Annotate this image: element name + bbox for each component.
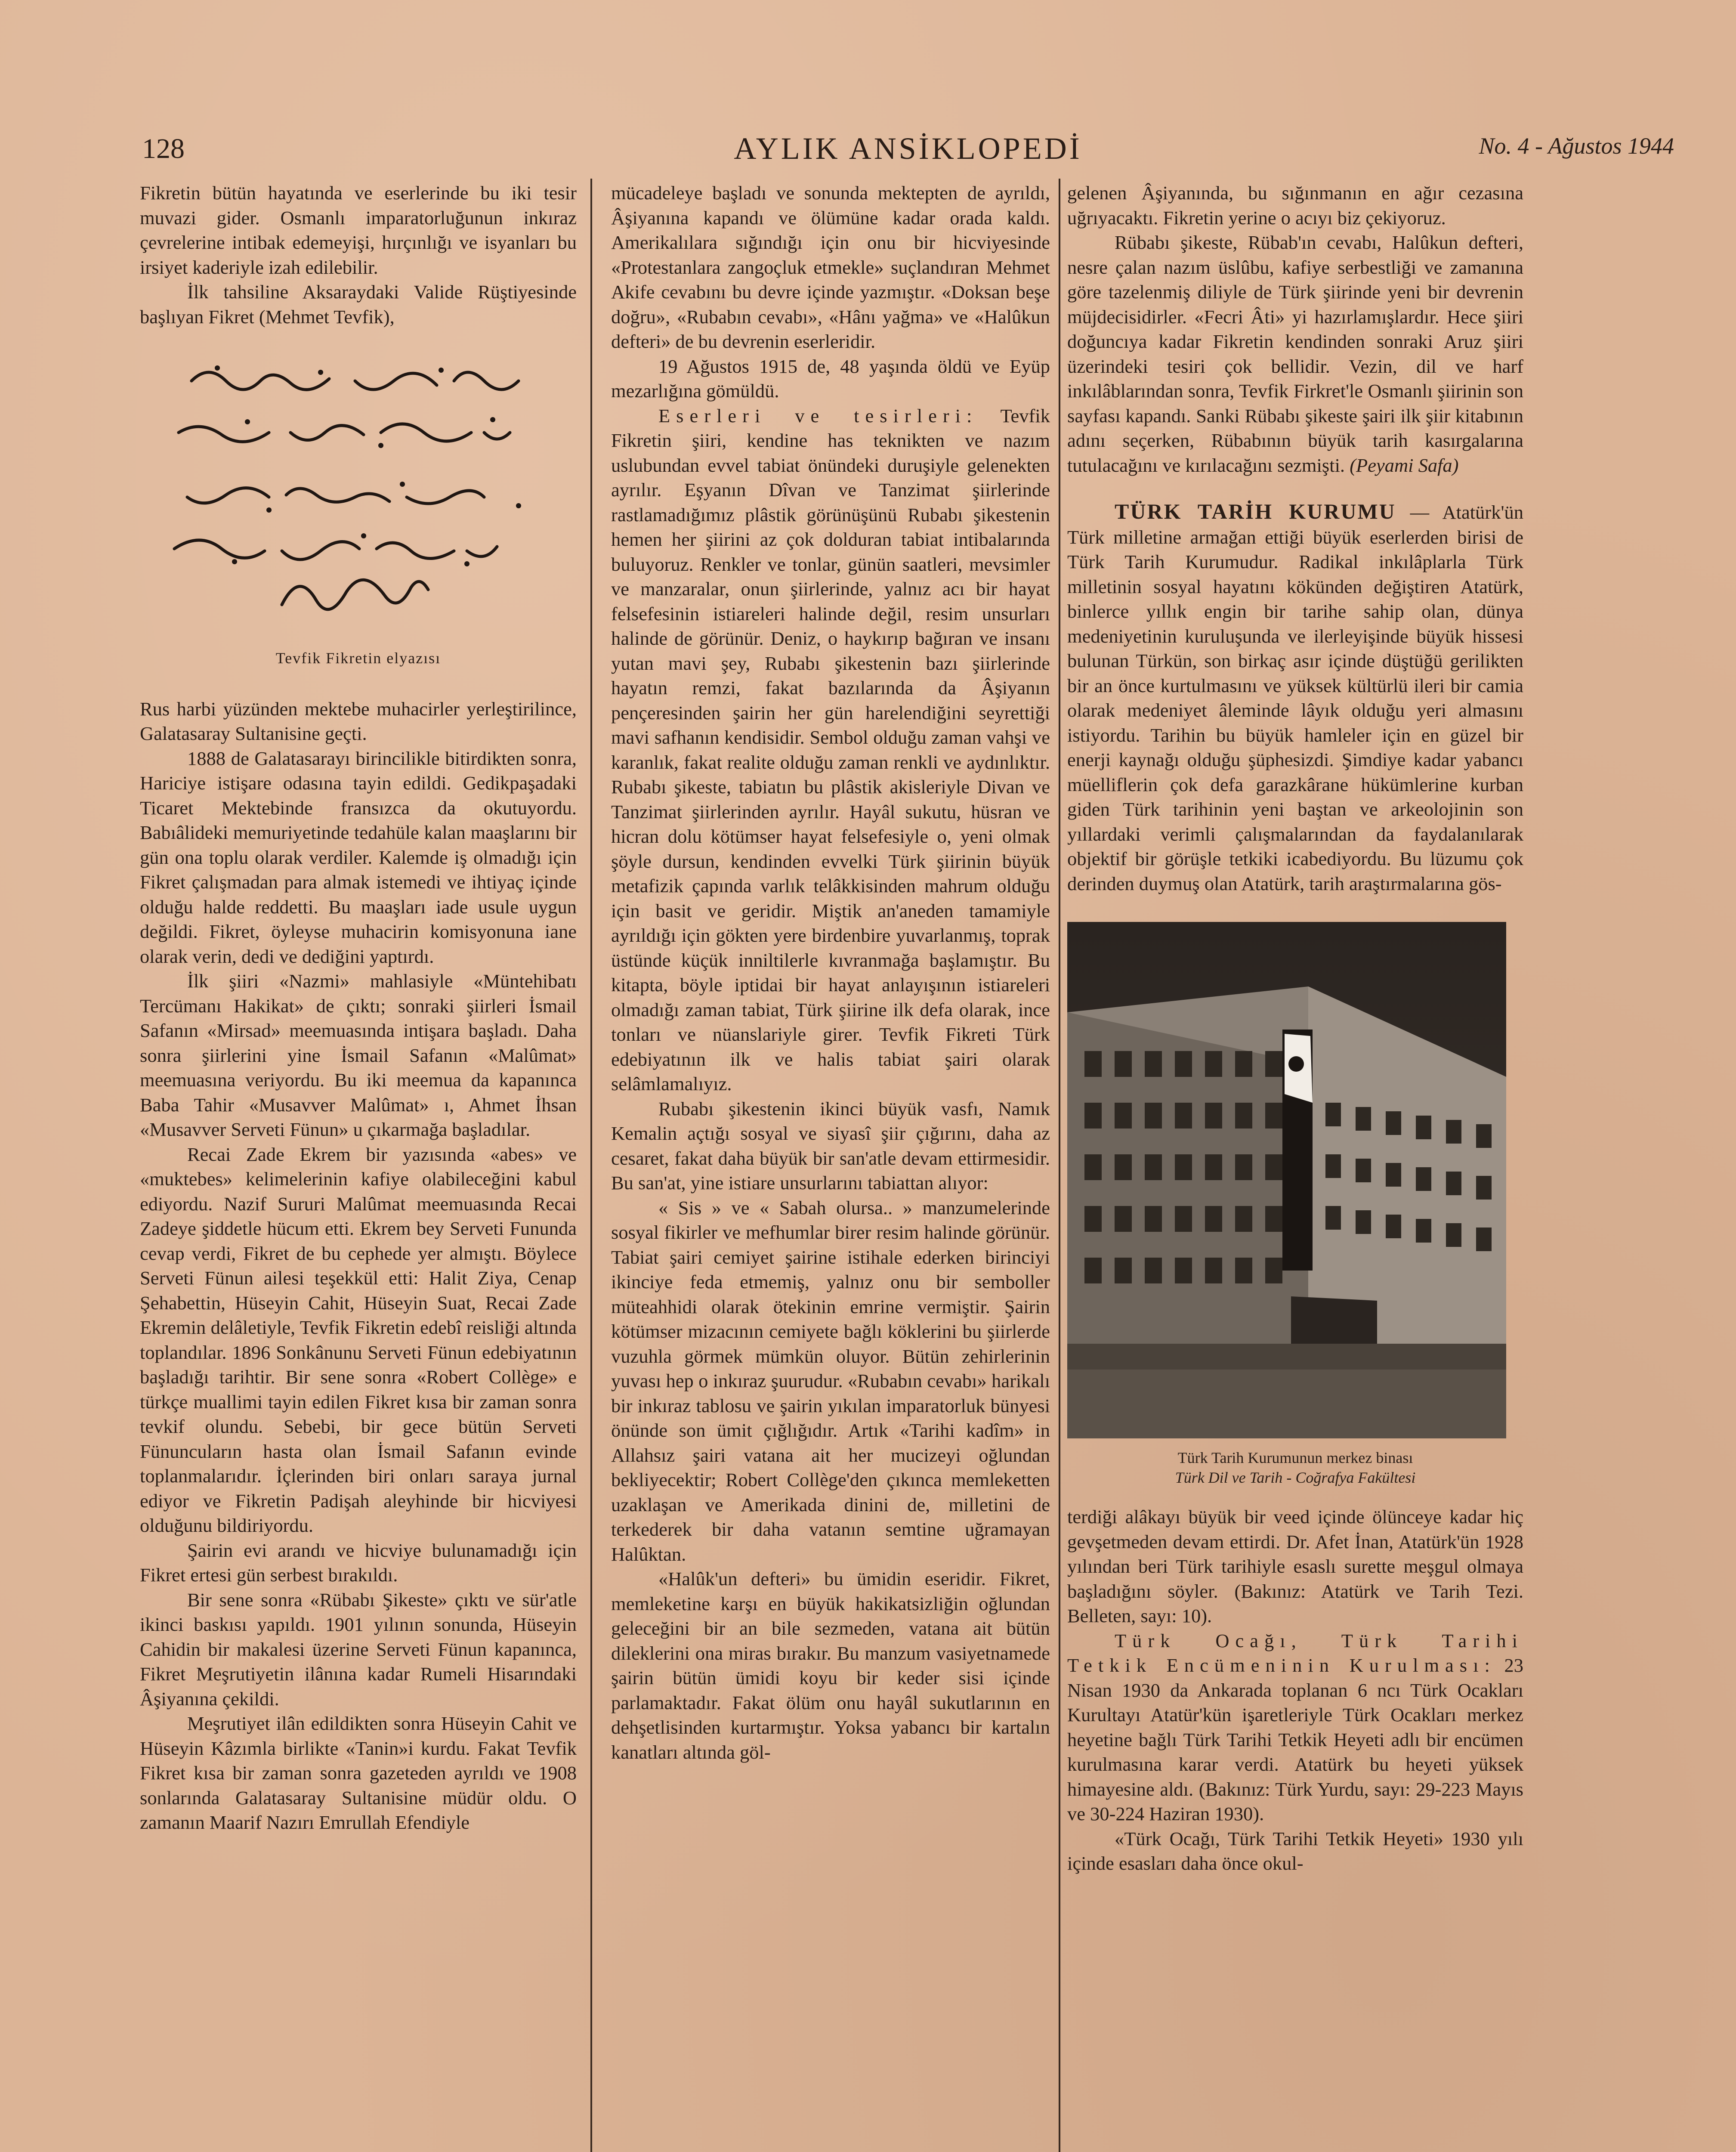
paragraph — [1067, 499, 1523, 896]
paragraph: gelenen Âşiyanında, bu sığınmanın en ağır cezasına uğrıyacaktı. Fikretin yerine o acıyı biz çekiyoruz. — [1067, 182, 1523, 229]
paragraph: Rus harbi yüzünden mektebe muhacirler yerleştirilince, Galatasaray Sultanisine geçti. — [140, 698, 577, 744]
column-rule-left — [590, 179, 592, 2152]
page-header — [142, 129, 1674, 176]
column-2 — [611, 181, 1050, 2152]
paragraph — [1067, 230, 1523, 478]
paragraph: mücadeleye başladı ve sonunda mektepten de ayrıldı, Âşiyanına kapandı ve ölümüne kadar orada kaldı. Amerikalılara sığındığı için onu bir hicviyesinde «Protestanlara zangoçluk etmekle» suçlandıran Mehmet Akife cevabını bu devre içinde yazmıştır. «Doksan beşe doğru», «Rubabın cevabı», «Hânı yağma» ve «Halûkun defteri» de bu devrenin eserleridir. — [611, 182, 1050, 352]
paragraph: İlk şiiri «Nazmi» mahlasiyle «Müntehibatı Tercümanı Hakikat» de çıktı; sonraki şiirleri İsmail Safanın «Mirsad» meemuasında intişara başladı. Daha sonra şiirlerini yine İsmail Safanın «Malûmat» meemuasına veriyordu. Bu iki meemua da kapanınca Baba Tahir «Musavver Malûmat» ı, Ahmet İhsan «Musavver Serveti Fünun» u çıkarmağa başladılar. — [140, 970, 577, 1140]
manuscript-image — [140, 329, 577, 643]
paragraph: Meşrutiyet ilân edildikten sonra Hüseyin Cahit ve Hüseyin Kâzımla birlikte «Tanin»i kurdu. Fakat Tevfik Fikret kısa bir zaman sonra gazeteden ayrıldı ve 1908 sonlarında Galatasaray Sultanisine müdür oldu. O zamanın Maarif Nazırı Emrullah Efendiyle — [140, 1713, 577, 1833]
paragraph: 1888 de Galatasarayı birincilikle bitirdikten sonra, Hariciye istişare odasına tayin edildi. Gedikpaşadaki Ticaret Mektebinde fransızca da okutuyordu. Babıâlideki memuriyetinde tedahüle kalan maaşlarını bir gün ona toplu olarak verdiler. Kalemde iş olmadığı için Fikret çalışmadan para almak istemedi ve ihtiyaç içinde olduğu halde reddetti. Bu maaşları iade usule uygun değildi. Fikret, öyleyse muhacirin komisyonuna iane olarak verin, dedi ve dediğini yaptırdı. — [140, 747, 577, 967]
photo-caption-line-1: Türk Tarih Kurumunun merkez binası — [1177, 1449, 1413, 1466]
photo-caption-line-2: Türk Dil ve Tarih - Coğrafya Fakültesi — [1175, 1469, 1416, 1486]
paragraph-body: 23 Nisan 1930 da Ankarada toplanan 6 ncı Türk Ocakları Kurultayı Atatür'kün işaretleriyle Türk Ocakları merkez heyetine bağlı Türk Tarihi Tetkik Heyeti adlı bir encümen kurulmasına karar verdi. Atatürk bu heyeti yüksek himayesine aldı. (Bakınız: Türk Yurdu, sayı: 29-223 Mayıs ve 30-224 Haziran 1930). — [1067, 1654, 1523, 1824]
paragraph: Rubabı şikestenin ikinci büyük vasfı, Namık Kemalin açtığı sosyal ve siyasî şiir çığırını, daha az cesaret, fakat daha büyük bir san'atle devam ettirmesidir. Bu san'at, yine istiare unsurlarını tabiattan alıyor: — [611, 1098, 1050, 1193]
author-signature: (Peyami Safa) — [1350, 454, 1459, 476]
manuscript-caption: Tevfik Fikretin elyazısı — [275, 649, 441, 667]
section-lead: Eserleri ve tesirleri: — [658, 405, 978, 427]
paragraph: terdiği alâkayı büyük bir veed içinde ölünceye kadar hiç gevşetmeden devam ettirdi. Dr. Afet İnan, Atatürk'ün 1928 yılından beri Türk tarihiyle esaslı surette meşgul olmaya başladığını söyler. (Bakınız: Atatürk ve Tarih Tezi. Belleten, sayı: 10). — [1067, 1506, 1523, 1626]
paragraph-body: Rübabı şikeste, Rübab'ın cevabı, Halûkun defteri, nesre çalan nazım üslûbu, kafiye serbestliği ve zamanına göre tazelenmiş diliyle de Türk şiirinde yeni bir devrenin müjdecisidirler. «Fecri Âti» yi hazırlamışlardır. Hece şiiri doğuncıya kadar Fikretin kendinden sonraki Aruz şiiri üzerindeki tesiri çok bellidir. Vezin, dil ve harf inkılâblarından sonra, Tevfik Firkret'le Osmanlı şiirinin son sayfası kapandı. Sanki Rübabı şikeste şairi ilk şiir kitabının adını seçerken, Rübabının büyük tarih kasırgalarına tutulacağını ve kırılacağını sezmişti. — [1067, 232, 1523, 476]
paragraph — [1067, 1629, 1523, 1827]
paragraph — [611, 404, 1050, 1097]
photo-caption — [1067, 1448, 1523, 1487]
column-rule-right — [1059, 179, 1060, 2152]
section-lead: Türk Ocağı, Türk Tarihi Tetkik Encümeninin Kurulması: — [1067, 1629, 1523, 1676]
paragraph-body: Tevfik Fikretin şiiri, kendine has teknikten ve nazım uslubundan evvel tabiat önündeki duruşiyle gelenekten ayrılır. Eşyanın Dîvan ve Tanzimat şiirlerinde rastlamadığımız plâstik görünüşünü Rubabı şikestenin hemen her şiirini az çok dolduran tabiat intibalarında buluyoruz. Renkler ve tonlar, günün saatleri, mevsimler ve manzaralar, onun şiirlerinde, yalnız acı bir hayat felsefesinin istiareleri halinde değil, resim unsurları halinde de görünür. Deniz, o haykırıp bağıran ve insanı yutan mavi şey, Rubabı şikestenin bazı şiirlerinde hayatın remzi, fakat bazılarında da Âşiyanın pençeresinden şairin her gün harelendiğini seyrettiği mavi safhanın kendisidir. Sembol olduğu zaman vahşi ve karanlık, fakat realite olduğu zaman renkli ve aydınlıktır. Rubabı şikeste, tabiatın bu plâstik akisleriyle Divan ve Tanzimat şiirlerinden ayrılır. Hayâl sukutu, hüsran ve hicran dolu kötümser hayat felsefesiyle o, yeni olmak şöyle dursun, kendinden evvelki Türk şiirinin büyük metafizik çapında varlık telâkkisinden mahrum olduğu için basit ve geridir. Miştik an'aneden tamamiyle ayrıldığı için gökten yere birdenbire yuvarlanmış, toprak üstünde küçük inniltilerle kıvranmağa başlamıştır. Bu kitapta, böyle iptidai bir hayat anlayışının istiareleri olmadığı zaman tabiat, Türk şiirine ilk defa olarak, ince tonları ve nüanslariyle girer. Tevfik Fikreti Türk edebiyatının ilk ve halis tabiat şairi olarak selâmlamalıyız. — [611, 405, 1050, 1095]
issue-info: No. 4 - Ağustos 1944 — [1479, 133, 1674, 159]
paragraph: İlk tahsiline Aksaraydaki Valide Rüştiyesinde başlıyan Fikret (Mehmet Tevfik), — [140, 281, 577, 328]
paragraph: Fikretin bütün hayatında ve eserlerinde bu iki tesir muvazi gider. Osmanlı imparatorluğunun inkıraz çevrelerine intibak edemeyişi, hırçınlığı ve isyanları bu irsiyet kaderiyle izah edilebilir. — [140, 182, 577, 278]
manuscript-handwriting — [140, 329, 577, 639]
column-1 — [140, 181, 577, 2152]
paragraph: «Türk Ocağı, Türk Tarihi Tetkik Heyeti» 1930 yılı içinde esasları daha önce okul- — [1067, 1827, 1523, 1874]
section-title: TÜRK TARİH KURUMU — [1115, 499, 1396, 523]
paragraph: 19 Ağustos 1915 de, 48 yaşında öldü ve Eyüp mezarlığına gömüldü. — [611, 355, 1050, 402]
building-photo — [1067, 922, 1506, 1438]
column-3 — [1067, 181, 1523, 2152]
paragraph: « Sis » ve « Sabah olursa.. » manzumelerinde sosyal fikirler ve mefhumlar birer resim halinde görünür. Tabiat şairi cemiyet şairine istihale ederken birinciyi ikinciye feda etmemiş, yalnız onu bir semboller müteahhidi olarak ötekinin emrine vermiştir. Şairin kötümser mizacının cemiyete bağlı köklerini bu şiirlerde vuzuhla görmek mümkün oluyor. Bütün zehirlerinin yuvası hep o inkıraz şuurudur. «Rubabın cevabı» harikalı bir inkıraz tablosu ve şairin yıkılan imparatorluk bünyesi önünde son ümit çığlığıdır. Artık «Tarihi kadîm» in Allahsız şairi vatana ait her mucizeyi oğlundan bekliyecektir; Robert Collège'den çıkınca memleketten uzaklaşan ve Amerikada dinini de, milletini de terkederek bir daha vatanın semtine uğramayan Halûktan. — [611, 1197, 1050, 1565]
paragraph-body: — Atatürk'ün Türk milletine armağan ettiği büyük eserlerden birisi de Türk Tarih Kurumudur. Radikal inkılâplarla Türk milletinin sosyal hayatını kökünden değiştiren Atatürk, binlerce yıllık engin bir tarihe sahip olan, dünya medeniyetinin kuruluşunda ve ilerleyişinde büyük hissesi bulunan Türkün, son birkaç asır içinde düştüğü gerilikten bir an önce kurtulmasını ve yüksek kültürlü ileri bir camia olarak medeniyet âleminde lâyık olduğu yeri almasını istiyordu. Tarihin bu büyük hamleler için en güzel bir enerji kaynağı olduğu şüphesizdi. Şimdiye kadar yabancı müelliflerin çok defa garazkârane hükümlerine kurban giden Türk tarihinin yeni baştan ve arkeolojinin son yıllardaki verimli çalışmalarından da faydalanılarak objektif bir görüşle tetkiki icabediyordu. Bu lüzumu çok derinden duymuş olan Atatürk, tarih araştırmalarına gös- — [1067, 501, 1523, 894]
paragraph: «Halûk'un defteri» bu ümidin eseridir. Fikret, memleketine karşı en büyük hakikatsizliğin oğlundan geleceğini bir an bile sezmeden, vatana ait bütün dileklerini ona miras bırakır. Bu manzum vasiyetnamede şairin bütün ümidi koyu bir keder sisi içinde parlamaktadır. Fakat ölüm onu hayâl sukutlarının en dehşetlisinden kurtarmıştır. Yoksa yabancı bir kartalın kanatları altında göl- — [611, 1568, 1050, 1763]
publication-title: AYLIK ANSİKLOPEDİ — [734, 131, 1082, 166]
paragraph: Recai Zade Ekrem bir yazısında «abes» ve «muktebes» kelimelerinin kafiye olabileceğini kabul ediyordu. Nazif Sururi Malûmat meemuasında Recai Zadeye şiddetle hücum etti. Ekrem bey Serveti Fununda cevap verdi, Fikret de bu cephede yer almıştı. Böylece Serveti Fünun ailesi teşekkül etti: Halit Ziya, Cenap Şehabettin, Hüseyin Cahit, Hüseyin Suat, Recai Zade Ekremin delâletiyle, Tevfik Fikretin edebî reisliği altında toplandılar. 1896 Sonkânunu Serveti Fünun edebiyatının başladığı tarihtir. Bir sene sonra «Robert Collège» e türkçe muallimi tayin edilen Fikret kısa bir zaman sonra tevkif olundu. Sebebi, bir gece bütün Serveti Fünuncuların hasta olan İsmail Safanın evinde toplanmalarıdır. İçlerinden biri onları saraya jurnal ediyor ve Fikretin Padişah aleyhinde bir hicviyesi olduğunu bildiriyordu. — [140, 1143, 577, 1536]
page-number: 128 — [142, 133, 185, 164]
paragraph: Şairin evi arandı ve hicviye bulunamadığı için Fikret ertesi gün serbest bırakıldı. — [140, 1539, 577, 1586]
building-photo-illustration — [1067, 922, 1506, 1438]
paragraph: Bir sene sonra «Rübabı Şikeste» çıktı ve sür'atle ikinci baskısı yapıldı. 1901 yılının sonunda, Hüseyin Cahidin bir makalesi üzerine Serveti Fünun kapanınca, Fikret Meşrutiyetin ilânına kadar Rumeli Hisarındaki Âşiyanına çekildi. — [140, 1589, 577, 1710]
